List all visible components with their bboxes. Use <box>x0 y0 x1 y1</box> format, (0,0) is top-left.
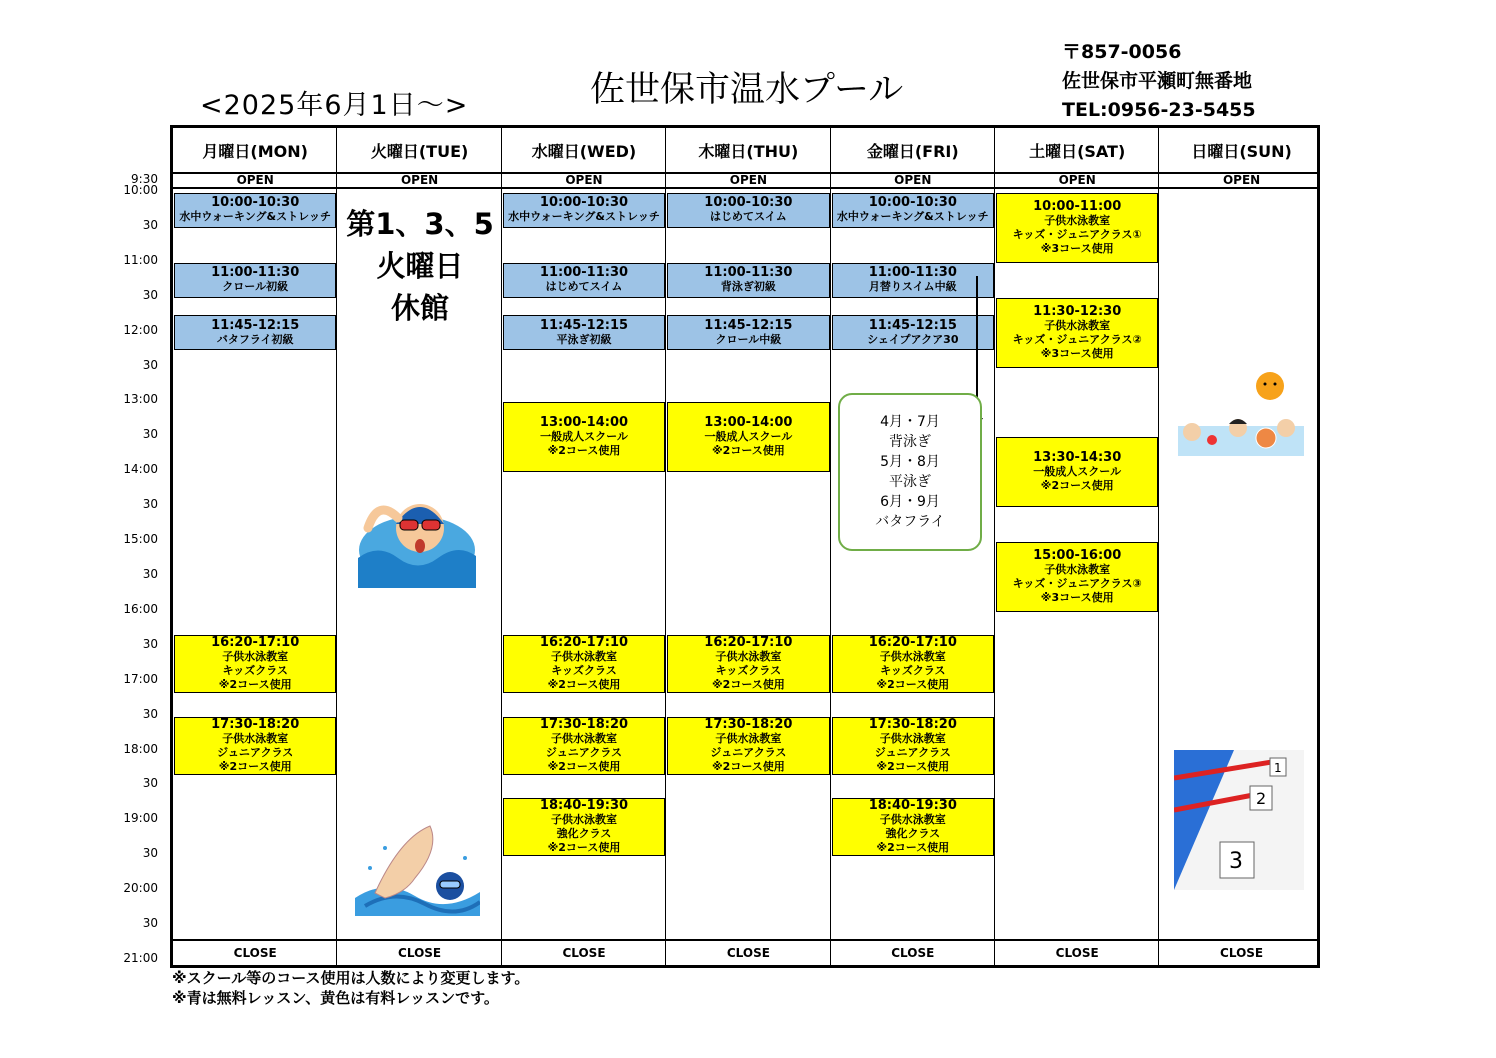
time-label: 14:00 <box>123 462 158 477</box>
svg-text:1: 1 <box>1274 761 1282 775</box>
slot-time: 11:00-11:30 <box>211 265 300 281</box>
time-label: 21:00 <box>123 951 158 965</box>
close-label: CLOSE <box>1055 946 1099 960</box>
time-label: 30 <box>142 776 158 791</box>
slot-text: はじめてスイム <box>709 210 787 224</box>
day-header: 月曜日(MON) <box>202 141 308 161</box>
class-slot[interactable] <box>996 542 1158 612</box>
slot-time: 13:00-14:00 <box>704 415 793 431</box>
open-label: OPEN <box>894 173 932 187</box>
slot-time: 16:20-17:10 <box>704 635 793 651</box>
class-slot[interactable] <box>503 315 665 350</box>
slot-text: 子供水泳教室 <box>715 731 782 745</box>
slot-text: キッズ・ジュニアクラス③ <box>1012 576 1142 590</box>
slot-text: 一般成人スクール <box>1033 465 1122 479</box>
column-divider <box>336 128 337 965</box>
slot-text: 子供水泳教室 <box>879 813 946 827</box>
day-header: 木曜日(THU) <box>698 141 799 161</box>
close-label: CLOSE <box>398 946 442 960</box>
day-header: 火曜日(TUE) <box>370 141 469 161</box>
closed-line: 第1、3、5 <box>346 207 494 241</box>
slot-text: ジュニアクラス <box>874 745 951 759</box>
class-slot[interactable] <box>503 717 665 775</box>
column-divider <box>501 128 502 965</box>
class-slot[interactable] <box>832 193 994 228</box>
footnote: ※スクール等のコース使用は人数により変更します。 <box>172 969 530 987</box>
slot-text: ※2コース使用 <box>711 759 785 773</box>
contact-block <box>1062 38 1256 125</box>
row-divider <box>173 939 1317 941</box>
time-label: 12:00 <box>123 322 158 337</box>
slot-text: ※2コース使用 <box>711 678 785 692</box>
open-label: OPEN <box>1058 173 1096 187</box>
time-label: 30 <box>142 217 158 232</box>
slot-time: 11:30-12:30 <box>1033 303 1122 319</box>
slot-time: 16:20-17:10 <box>539 635 629 651</box>
slot-time: 11:45-12:15 <box>539 317 629 333</box>
class-slot[interactable] <box>832 635 994 693</box>
time-label: 30 <box>142 706 158 721</box>
column-divider <box>994 128 995 965</box>
open-label: OPEN <box>400 173 439 187</box>
class-slot[interactable] <box>996 193 1158 263</box>
class-slot[interactable] <box>503 798 665 856</box>
slot-text: 一般成人スクール <box>540 430 628 444</box>
slot-time: 11:00-11:30 <box>704 265 793 281</box>
class-slot[interactable] <box>503 402 665 472</box>
slot-text: 子供水泳教室 <box>1044 213 1111 227</box>
class-slot[interactable] <box>667 263 829 298</box>
slot-time: 15:00-16:00 <box>1033 547 1122 563</box>
slot-time: 18:40-19:30 <box>868 798 957 814</box>
time-label: 30 <box>142 357 158 372</box>
slot-time: 10:00-10:30 <box>539 195 629 211</box>
pool-lanes-illustration <box>1174 750 1304 890</box>
time-label: 30 <box>142 567 158 581</box>
time-label: 18:00 <box>123 741 158 756</box>
slot-text: 子供水泳教室 <box>1044 562 1111 576</box>
slot-text: キッズ・ジュニアクラス① <box>1012 227 1142 241</box>
slot-text: キッズ・ジュニアクラス② <box>1012 332 1142 346</box>
swimmer-illustration-2 <box>355 818 480 916</box>
time-label: 20:00 <box>123 881 158 896</box>
slot-text: 子供水泳教室 <box>715 650 782 664</box>
rotation-line: 4月・7月 <box>880 414 940 430</box>
slot-time: 11:00-11:30 <box>539 265 629 281</box>
class-slot[interactable] <box>503 263 665 298</box>
kids-pool-illustration <box>1178 366 1304 460</box>
slot-text: ※3コース使用 <box>1040 346 1114 360</box>
schedule-period: <2025年6月1日～> <box>200 90 469 121</box>
class-slot[interactable] <box>503 635 665 693</box>
day-header: 金曜日(FRI) <box>866 141 959 161</box>
slot-text: 子供水泳教室 <box>222 731 289 745</box>
slot-time: 10:00-10:30 <box>704 195 793 211</box>
column-divider <box>665 128 666 965</box>
slot-text: 月替りスイム中級 <box>868 280 957 294</box>
class-slot[interactable] <box>996 437 1158 507</box>
slot-time: 11:00-11:30 <box>868 265 957 281</box>
slot-time: 17:30-18:20 <box>704 716 793 732</box>
time-label: 30 <box>142 916 158 931</box>
open-label: OPEN <box>729 173 767 187</box>
close-label: CLOSE <box>562 946 606 960</box>
slot-text: ※2コース使用 <box>711 444 785 458</box>
address: 佐世保市平瀬町無番地 <box>1062 70 1253 92</box>
slot-text: 水中ウォーキング&ストレッチ <box>508 210 660 224</box>
slot-text: キッズクラス <box>880 664 946 678</box>
slot-text: 強化クラス <box>556 827 612 841</box>
slot-text: ※2コース使用 <box>218 678 292 692</box>
slot-time: 13:00-14:00 <box>539 415 629 431</box>
slot-text: ※2コース使用 <box>547 759 621 773</box>
column-divider <box>830 128 831 965</box>
slot-text: 子供水泳教室 <box>550 813 617 827</box>
rotation-line: 平泳ぎ <box>889 474 931 490</box>
rotation-line: 6月・9月 <box>880 494 940 510</box>
class-slot[interactable] <box>667 635 829 693</box>
slot-time: 13:30-14:30 <box>1033 450 1122 466</box>
rotation-line: 背泳ぎ <box>889 434 931 450</box>
slot-text: 子供水泳教室 <box>550 650 617 664</box>
slot-text: 子供水泳教室 <box>550 731 617 745</box>
class-slot[interactable] <box>667 402 829 472</box>
slot-text: ジュニアクラス <box>545 745 623 759</box>
time-label: 10:00 <box>123 183 158 197</box>
slot-text: ジュニアクラス <box>217 745 294 759</box>
class-slot[interactable] <box>996 298 1158 368</box>
rotation-line: 5月・8月 <box>880 454 940 470</box>
time-label: 13:00 <box>123 392 158 407</box>
time-label: 30 <box>142 636 158 651</box>
slot-text: ※2コース使用 <box>547 444 621 458</box>
close-label: CLOSE <box>233 946 277 960</box>
slot-time: 10:00-10:30 <box>211 195 300 211</box>
slot-text: ※2コース使用 <box>218 759 292 773</box>
time-label: 16:00 <box>123 601 158 616</box>
time-label: 30 <box>142 497 158 512</box>
class-slot[interactable] <box>174 635 336 693</box>
slot-time: 11:45-12:15 <box>211 317 300 333</box>
class-slot[interactable] <box>667 193 829 228</box>
slot-text: 背泳ぎ初級 <box>720 280 776 294</box>
class-slot[interactable] <box>174 315 336 350</box>
slot-text: はじめてスイム <box>545 280 623 294</box>
slot-time: 17:30-18:20 <box>539 716 629 732</box>
slot-text: ※2コース使用 <box>876 678 950 692</box>
footnote: ※青は無料レッスン、黄色は有料レッスンです。 <box>172 989 499 1007</box>
slot-text: キッズクラス <box>551 664 617 678</box>
svg-text:3: 3 <box>1229 849 1243 874</box>
slot-time: 11:45-12:15 <box>704 317 793 333</box>
slot-text: 水中ウォーキング&ストレッチ <box>179 210 332 224</box>
slot-text: ※2コース使用 <box>547 841 621 855</box>
slot-text: キッズクラス <box>222 664 288 678</box>
slot-text: シェイプアクア30 <box>867 332 959 346</box>
class-slot[interactable] <box>832 315 994 350</box>
slot-text: 子供水泳教室 <box>222 650 289 664</box>
slot-text: ※2コース使用 <box>1040 479 1114 493</box>
slot-time: 17:30-18:20 <box>211 716 300 732</box>
closed-line: 火曜日 <box>376 249 464 283</box>
slot-text: ※3コース使用 <box>1040 590 1114 604</box>
class-slot[interactable] <box>667 717 829 775</box>
time-label: 11:00 <box>123 252 158 267</box>
time-label: 17:00 <box>123 671 158 686</box>
class-slot[interactable] <box>174 193 336 228</box>
row-divider <box>173 187 1317 189</box>
class-slot[interactable] <box>832 717 994 775</box>
slot-text: ※3コース使用 <box>1040 241 1114 255</box>
slot-time: 10:00-10:30 <box>868 195 957 211</box>
open-label: OPEN <box>565 173 603 187</box>
slot-time: 10:00-11:00 <box>1033 198 1122 214</box>
slot-text: ※2コース使用 <box>876 759 950 773</box>
footnotes <box>172 968 529 1008</box>
slot-text: クロール中級 <box>715 332 782 346</box>
open-label: OPEN <box>236 173 274 187</box>
slot-text: キッズクラス <box>715 664 782 678</box>
swimmer-illustration <box>358 488 476 588</box>
slot-time: 16:20-17:10 <box>868 635 957 651</box>
slot-text: 平泳ぎ初級 <box>556 332 612 346</box>
page-title: 佐世保市温水プール <box>590 70 904 110</box>
friday-stroke-rotation-note <box>838 393 982 551</box>
slot-text: 子供水泳教室 <box>1044 318 1111 332</box>
slot-text: 子供水泳教室 <box>879 650 946 664</box>
slot-text: ジュニアクラス <box>710 745 787 759</box>
class-slot[interactable] <box>832 798 994 856</box>
class-slot[interactable] <box>174 717 336 775</box>
time-label: 19:00 <box>123 811 158 826</box>
time-label: 30 <box>142 846 158 861</box>
telephone: TEL:0956-23-5455 <box>1062 99 1256 121</box>
slot-text: 強化クラス <box>885 827 941 841</box>
time-label: 30 <box>142 427 158 442</box>
postal-code: 〒857-0056 <box>1062 41 1182 63</box>
close-label: CLOSE <box>726 946 770 960</box>
close-label: CLOSE <box>1220 946 1264 960</box>
close-label: CLOSE <box>891 946 935 960</box>
closed-line: 休館 <box>390 291 449 325</box>
slot-text: クロール初級 <box>222 280 289 294</box>
slot-time: 16:20-17:10 <box>211 635 300 651</box>
open-label: OPEN <box>1222 173 1261 187</box>
class-slot[interactable] <box>503 193 665 228</box>
class-slot[interactable] <box>832 263 994 298</box>
time-label: 9:30 <box>131 172 158 186</box>
time-label: 15:00 <box>123 532 158 547</box>
slot-time: 11:45-12:15 <box>868 317 957 333</box>
class-slot[interactable] <box>667 315 829 350</box>
rotation-line: バタフライ <box>875 514 945 530</box>
slot-text: ※2コース使用 <box>876 841 950 855</box>
tuesday-closed-notice <box>340 203 500 329</box>
slot-text: 子供水泳教室 <box>879 731 946 745</box>
column-divider <box>1158 128 1159 965</box>
day-header: 水曜日(WED) <box>531 141 637 161</box>
day-header: 土曜日(SAT) <box>1029 141 1126 161</box>
slot-text: バタフライ初級 <box>216 332 294 346</box>
class-slot[interactable] <box>174 263 336 298</box>
slot-text: 水中ウォーキング&ストレッチ <box>836 210 989 224</box>
day-header: 日曜日(SUN) <box>1191 141 1292 161</box>
time-label: 30 <box>142 287 158 302</box>
slot-text: ※2コース使用 <box>547 678 621 692</box>
slot-time: 17:30-18:20 <box>868 716 957 732</box>
slot-time: 18:40-19:30 <box>539 798 629 814</box>
svg-text:2: 2 <box>1256 789 1267 808</box>
slot-text: 一般成人スクール <box>704 430 793 444</box>
